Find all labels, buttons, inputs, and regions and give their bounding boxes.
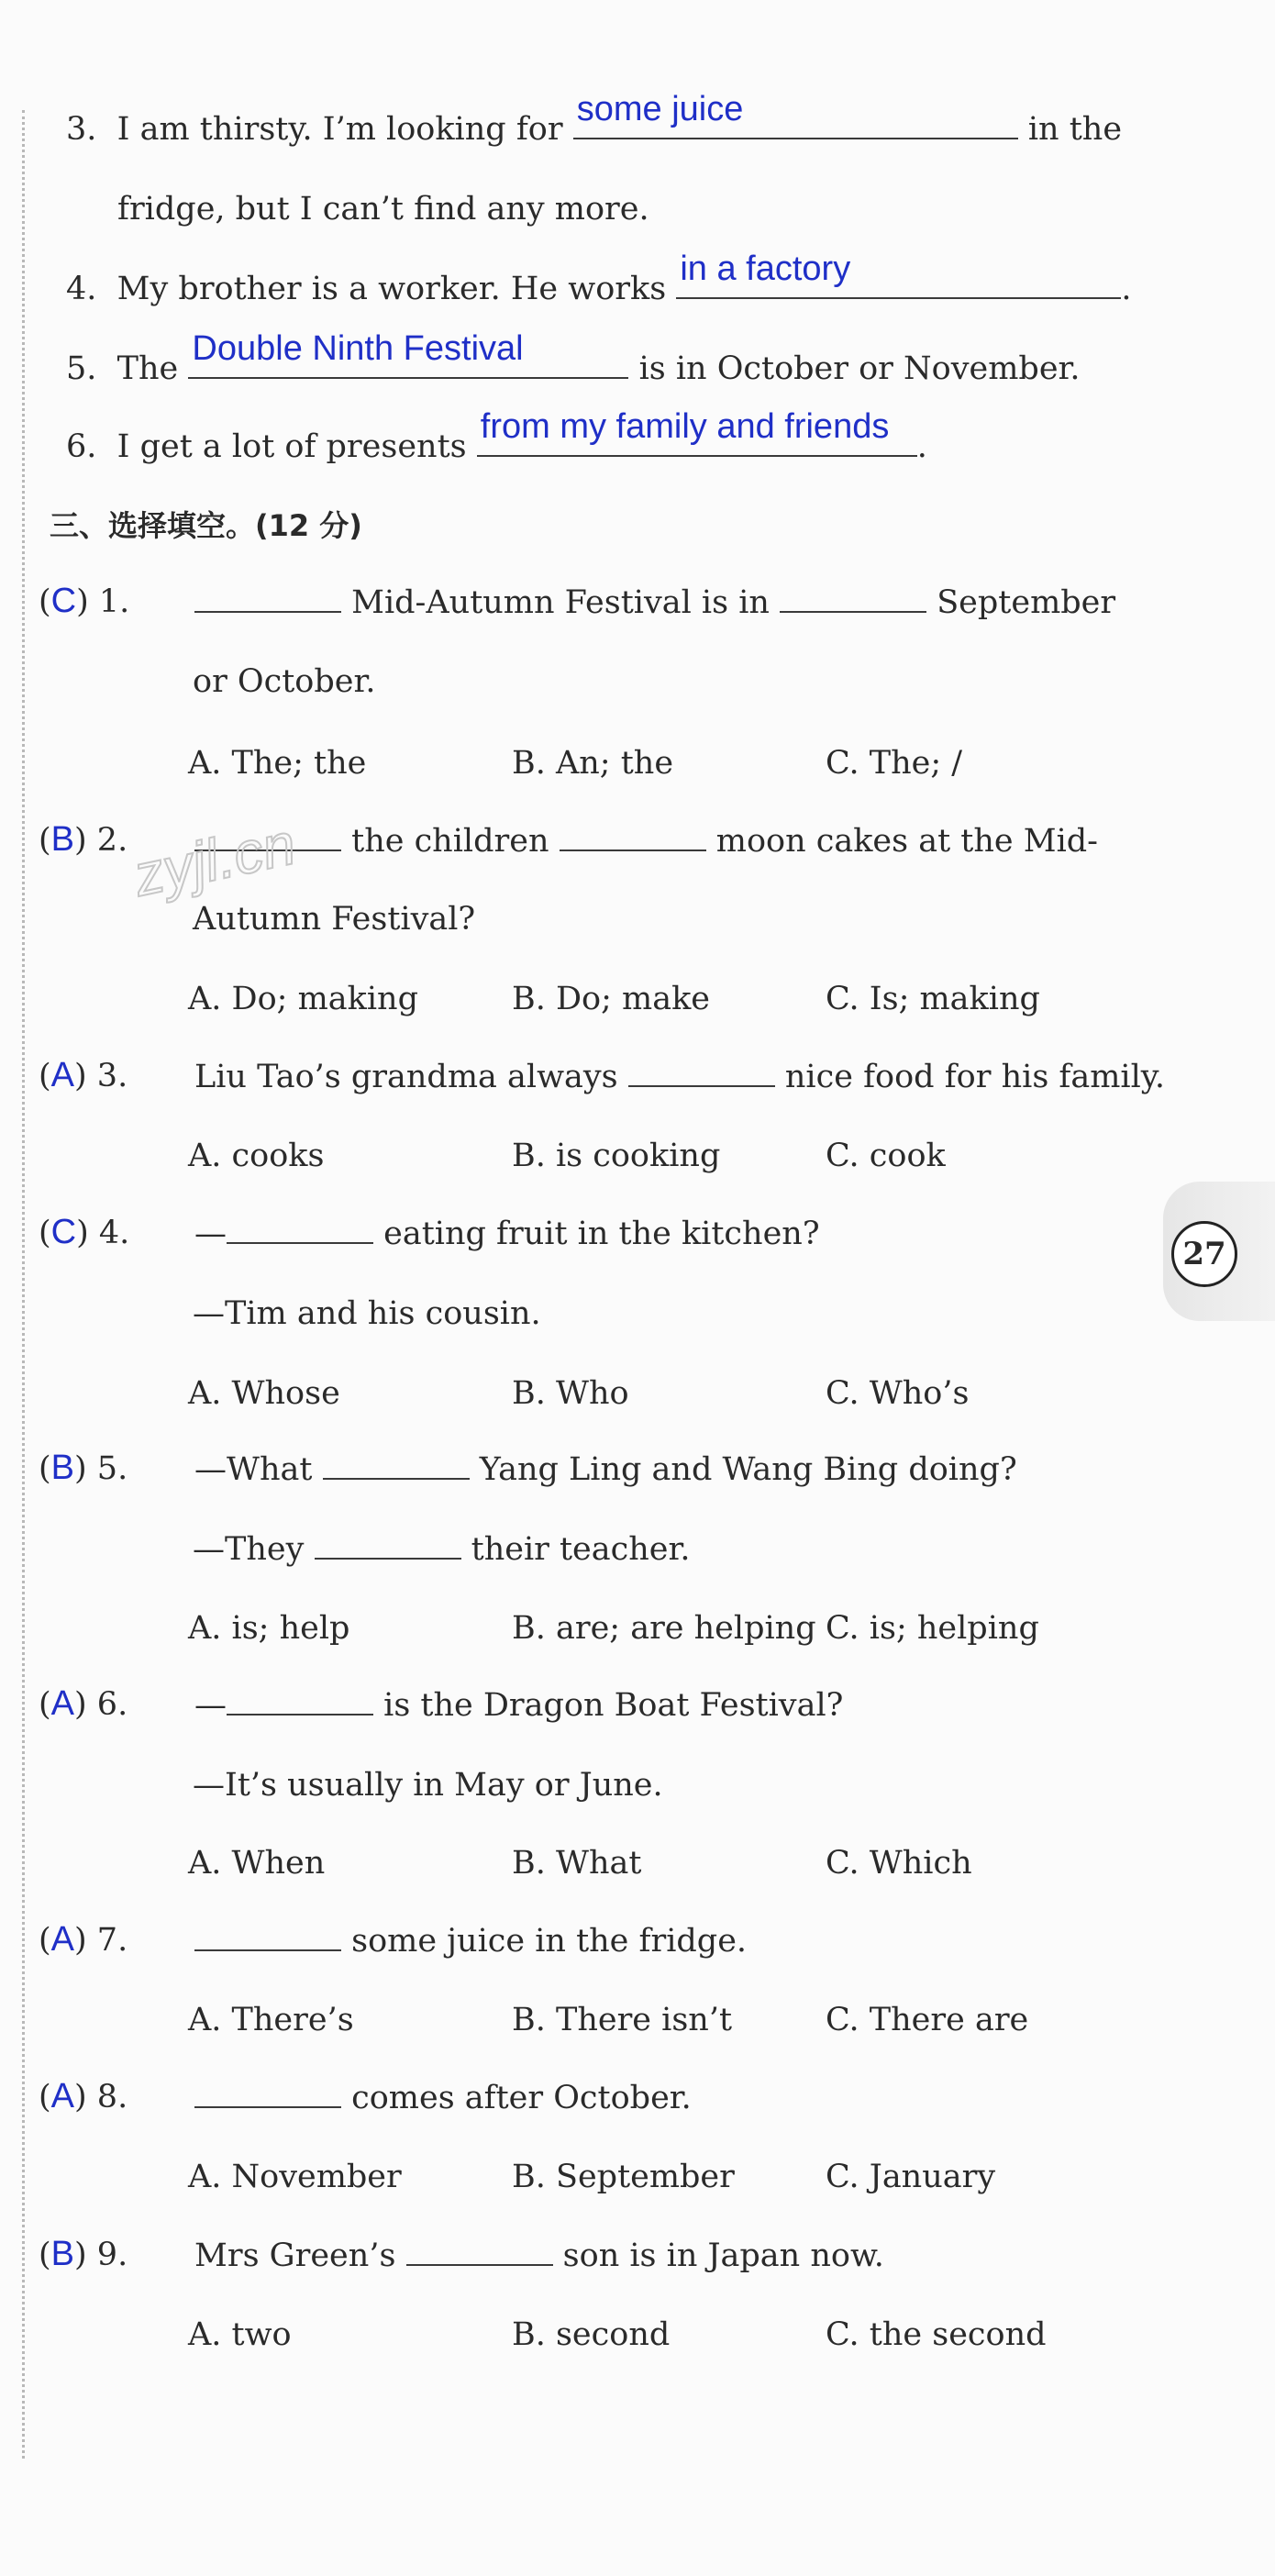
answer-blank[interactable] — [194, 1949, 341, 1951]
mc-item-5-stem: —What Yang Ling and Wang Bing doing? — [194, 1451, 1017, 1488]
item-text: in the — [1027, 111, 1123, 148]
handwritten-answer: in a factory — [680, 250, 851, 288]
mc-item-6-option-a: A. When — [188, 1845, 326, 1882]
handwritten-answer: C — [50, 582, 77, 620]
mc-item-8-head: (A) 8. — [39, 2077, 128, 2115]
mc-item-2-stem: the children moon cakes at the Mid- — [194, 826, 1098, 858]
handwritten-answer: B — [50, 2235, 75, 2273]
item-number: 5. — [96, 1450, 128, 1487]
item-number: 3. — [96, 1058, 128, 1094]
handwritten-answer: C — [50, 1213, 77, 1251]
item-number: 3. — [66, 111, 97, 148]
item-number: 7. — [96, 1922, 128, 1959]
mc-item-6-option-b: B. What — [512, 1845, 642, 1882]
mc-item-5-option-b: B. are; are helping — [512, 1610, 816, 1647]
mc-item-2-option-c: C. Is; making — [826, 981, 1040, 1017]
section-title: 三、选择填空。(12 分) — [50, 508, 362, 543]
mc-item-4-option-c: C. Who’s — [826, 1375, 970, 1412]
item-number: 4. — [98, 1215, 130, 1251]
mc-item-2-option-a: A. Do; making — [188, 981, 418, 1017]
handwritten-answer: B — [50, 1449, 75, 1487]
mc-item-7-stem: some juice in the fridge. — [194, 1926, 747, 1958]
item-number: 1. — [98, 583, 130, 620]
item-number: 2. — [96, 822, 128, 859]
handwritten-answer: A — [50, 2077, 75, 2115]
mc-item-4-head: (C) 4. — [39, 1213, 130, 1251]
mc-item-1-option-b: B. An; the — [512, 745, 674, 782]
item-text: I am thirsty. I’m looking for — [116, 111, 563, 148]
mc-item-5-head: (B) 5. — [39, 1449, 128, 1487]
handwritten-answer: A — [50, 1684, 75, 1723]
mc-item-9-option-c: C. the second — [826, 2316, 1047, 2353]
mc-item-6-head: (A) 6. — [39, 1684, 128, 1723]
handwritten-answer: from my family and friends — [480, 407, 890, 446]
mc-item-3-stem: Liu Tao’s grandma always nice food for his family. — [194, 1059, 1166, 1095]
mc-item-5-option-a: A. is; help — [188, 1610, 350, 1647]
mc-item-9-option-a: A. two — [188, 2316, 292, 2353]
mc-item-1-head: (C) 1. — [39, 582, 130, 620]
answer-blank[interactable] — [194, 610, 341, 613]
item-text: . — [1121, 271, 1132, 307]
mc-item-5-stem: —They their teacher. — [193, 1531, 691, 1568]
answer-blank[interactable] — [780, 610, 926, 613]
binding-margin — [22, 110, 25, 2459]
mc-item-4-stem: — eating fruit in the kitchen? — [194, 1216, 820, 1252]
answer-blank[interactable] — [628, 1084, 775, 1087]
answer-blank[interactable] — [406, 2263, 553, 2266]
answer-blank[interactable] — [477, 407, 917, 457]
mc-item-3-option-b: B. is cooking — [512, 1138, 721, 1174]
answer-blank[interactable] — [194, 2105, 341, 2108]
mc-item-3-option-a: A. cooks — [188, 1138, 325, 1174]
mc-item-8-option-a: A. November — [188, 2159, 402, 2195]
answer-blank[interactable] — [676, 250, 1121, 299]
handwritten-answer: some juice — [576, 90, 744, 128]
mc-item-3-option-c: C. cook — [826, 1138, 946, 1174]
answer-blank[interactable] — [188, 329, 628, 379]
mc-item-4-option-b: B. Who — [512, 1375, 629, 1412]
handwritten-answer: A — [50, 1920, 75, 1959]
fill-item-6 — [66, 407, 927, 465]
answer-blank[interactable] — [227, 1241, 373, 1244]
handwritten-answer: Double Ninth Festival — [192, 329, 524, 368]
mc-item-1-stem: or October. — [193, 663, 376, 700]
mc-item-5-option-c: C. is; helping — [826, 1610, 1039, 1647]
item-number: 6. — [96, 1686, 128, 1723]
page-number: 27 — [1171, 1221, 1237, 1287]
item-number: 9. — [96, 2237, 128, 2273]
item-text: is in October or November. — [638, 350, 1081, 387]
mc-item-1-option-c: C. The; / — [826, 745, 963, 782]
mc-item-2-head: (B) 2. — [39, 820, 128, 859]
handwritten-answer: B — [50, 820, 75, 859]
mc-item-4-stem: —Tim and his cousin. — [193, 1295, 541, 1332]
fill-item-5 — [66, 329, 1081, 387]
watermark: zyjl.cn — [128, 810, 302, 909]
answer-blank[interactable] — [560, 849, 706, 851]
fill-item-3 — [66, 90, 1123, 148]
answer-blank[interactable] — [227, 1713, 373, 1715]
item-number: 5. — [66, 350, 97, 387]
answer-blank[interactable] — [315, 1557, 461, 1560]
mc-item-7-head: (A) 7. — [39, 1920, 128, 1959]
mc-item-9-stem: Mrs Green’s son is in Japan now. — [194, 2237, 884, 2274]
mc-item-1-option-a: A. The; the — [188, 745, 367, 782]
mc-item-9-head: (B) 9. — [39, 2235, 128, 2273]
mc-item-6-option-c: C. Which — [826, 1845, 972, 1882]
item-text: . — [916, 428, 927, 465]
item-text: My brother is a worker. He works — [116, 271, 667, 307]
mc-item-6-stem: —It’s usually in May or June. — [193, 1767, 663, 1804]
answer-blank[interactable] — [573, 90, 1018, 139]
item-text: The — [116, 350, 179, 387]
mc-item-2-stem: Autumn Festival? — [193, 901, 476, 938]
mc-item-7-option-c: C. There are — [826, 2002, 1029, 2038]
fill-item-3-cont: fridge, but I can’t find any more. — [117, 191, 649, 228]
item-text: I get a lot of presents — [116, 428, 467, 465]
mc-item-7-option-b: B. There isn’t — [512, 2002, 733, 2038]
mc-item-7-option-a: A. There’s — [188, 2002, 354, 2038]
mc-item-6-stem: — is the Dragon Boat Festival? — [194, 1687, 844, 1724]
fill-item-4 — [66, 250, 1132, 307]
mc-item-3-head: (A) 3. — [39, 1056, 128, 1094]
mc-item-4-option-a: A. Whose — [188, 1375, 340, 1412]
mc-item-1-stem: Mid-Autumn Festival is in September — [194, 587, 1115, 619]
mc-item-8-option-c: C. January — [826, 2159, 996, 2195]
mc-item-8-option-b: B. September — [512, 2159, 735, 2195]
mc-item-9-option-b: B. second — [512, 2316, 671, 2353]
item-number: 8. — [96, 2079, 128, 2115]
item-number: 6. — [66, 428, 97, 465]
handwritten-answer: A — [50, 1056, 75, 1094]
item-number: 4. — [66, 271, 97, 307]
mc-item-2-option-b: B. Do; make — [512, 981, 710, 1017]
mc-item-8-stem: comes after October. — [194, 2082, 692, 2115]
answer-blank[interactable] — [323, 1477, 470, 1480]
